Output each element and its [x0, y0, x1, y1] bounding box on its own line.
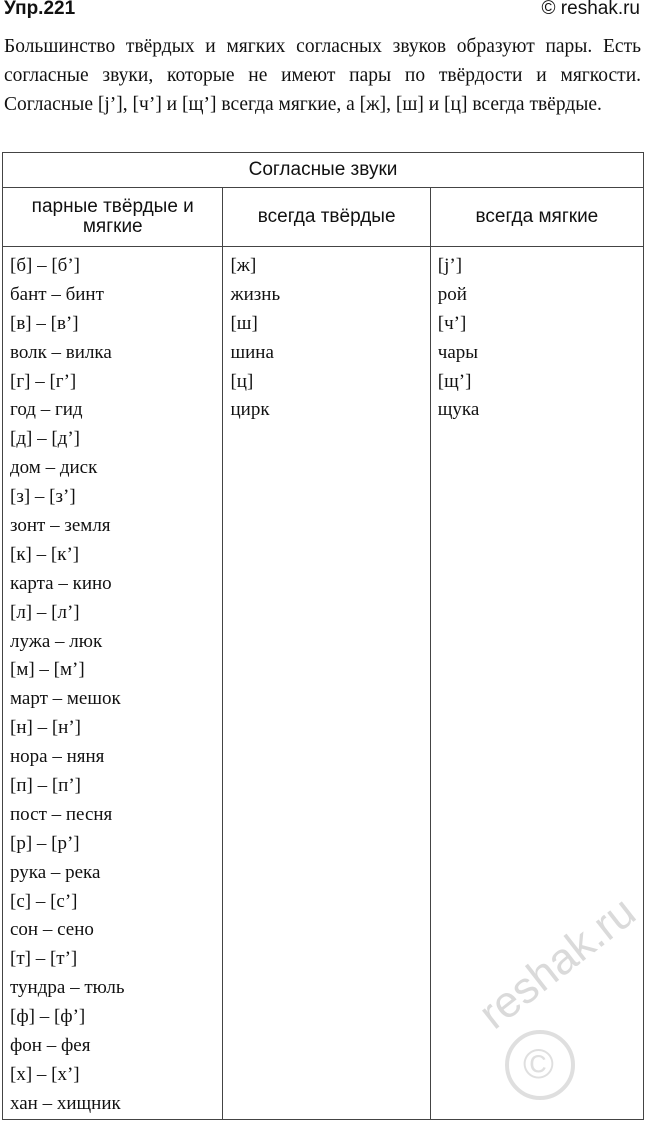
column-header-paired: парные твёрдые и мягкие: [3, 188, 223, 247]
list-item: [к] – [к’]: [10, 543, 80, 565]
list-item: [б] – [б’]: [10, 255, 80, 276]
list-item: цирк: [230, 399, 270, 421]
list-item: бант – бинт: [10, 283, 104, 305]
list-item: [щ’]: [437, 370, 472, 392]
always-soft-list: [431, 247, 643, 425]
list-item: жизнь: [230, 283, 281, 305]
list-item: [ф] – [ф’]: [10, 1006, 86, 1028]
list-item: нора – няня: [10, 746, 105, 768]
list-item: [с] – [с’]: [10, 890, 78, 912]
always-hard-cell: [223, 247, 430, 1120]
exercise-number: Упр.221: [4, 0, 76, 19]
list-item: [ч’]: [437, 312, 467, 334]
list-item: [м] – [м’]: [10, 659, 85, 681]
list-item: [н] – [н’]: [10, 717, 81, 739]
list-item: [р] – [р’]: [10, 832, 80, 854]
copyright-watermark-icon: ©: [505, 1030, 575, 1100]
list-item: хан – хищник: [10, 1092, 121, 1114]
list-item: [г] – [г’]: [10, 370, 77, 392]
intro-paragraph: Большинство твёрдых и мягких согласных звуков образуют пары. Есть согласные звуки, которые не имеют пары по твёрдости и мягкости. Согласные [j’], [ч’] и [щ’] всегда мягкие, а [ж], [ш] и [ц] всегда твёрдые.: [4, 36, 641, 115]
list-item: [ж]: [230, 255, 257, 276]
consonants-table: [2, 152, 644, 1120]
list-item: [з] – [з’]: [10, 486, 76, 508]
watermark: reshak.ru: [470, 887, 645, 1039]
list-item: [ц]: [230, 370, 254, 392]
list-item: лужа – люк: [10, 630, 103, 652]
column-header-always-soft: всегда мягкие: [430, 188, 643, 247]
list-item: дом – диск: [10, 457, 98, 479]
always-hard-list: [223, 247, 429, 425]
list-item: [в] – [в’]: [10, 312, 79, 334]
list-item: [j’]: [437, 255, 463, 276]
table-caption: Согласные звуки: [3, 153, 644, 188]
list-item: [ш]: [230, 312, 258, 334]
list-item: март – мешок: [10, 688, 121, 710]
list-item: год – гид: [10, 399, 83, 421]
list-item: карта – кино: [10, 572, 112, 594]
list-item: [х] – [х’]: [10, 1063, 80, 1085]
list-item: [л] – [л’]: [10, 601, 80, 623]
always-soft-cell: [430, 247, 643, 1120]
list-item: фон – фея: [10, 1035, 91, 1057]
list-item: волк – вилка: [10, 341, 112, 363]
list-item: [т] – [т’]: [10, 948, 78, 970]
site-credit: © reshak.ru: [541, 0, 640, 19]
paired-list: [3, 247, 222, 1119]
list-item: чары: [437, 341, 479, 363]
list-item: тундра – тюль: [10, 977, 125, 999]
list-item: рука – река: [10, 861, 101, 883]
list-item: шина: [230, 341, 274, 363]
list-item: сон – сено: [10, 919, 94, 941]
list-item: [п] – [п’]: [10, 775, 81, 797]
list-item: пост – песня: [10, 803, 113, 825]
list-item: зонт – земля: [10, 515, 111, 537]
column-header-always-hard: всегда твёрдые: [223, 188, 430, 247]
page-header: [4, 0, 642, 26]
list-item: [д] – [д’]: [10, 428, 80, 450]
paired-cell: [3, 247, 223, 1120]
list-item: щука: [437, 399, 480, 421]
list-item: рой: [437, 283, 467, 305]
